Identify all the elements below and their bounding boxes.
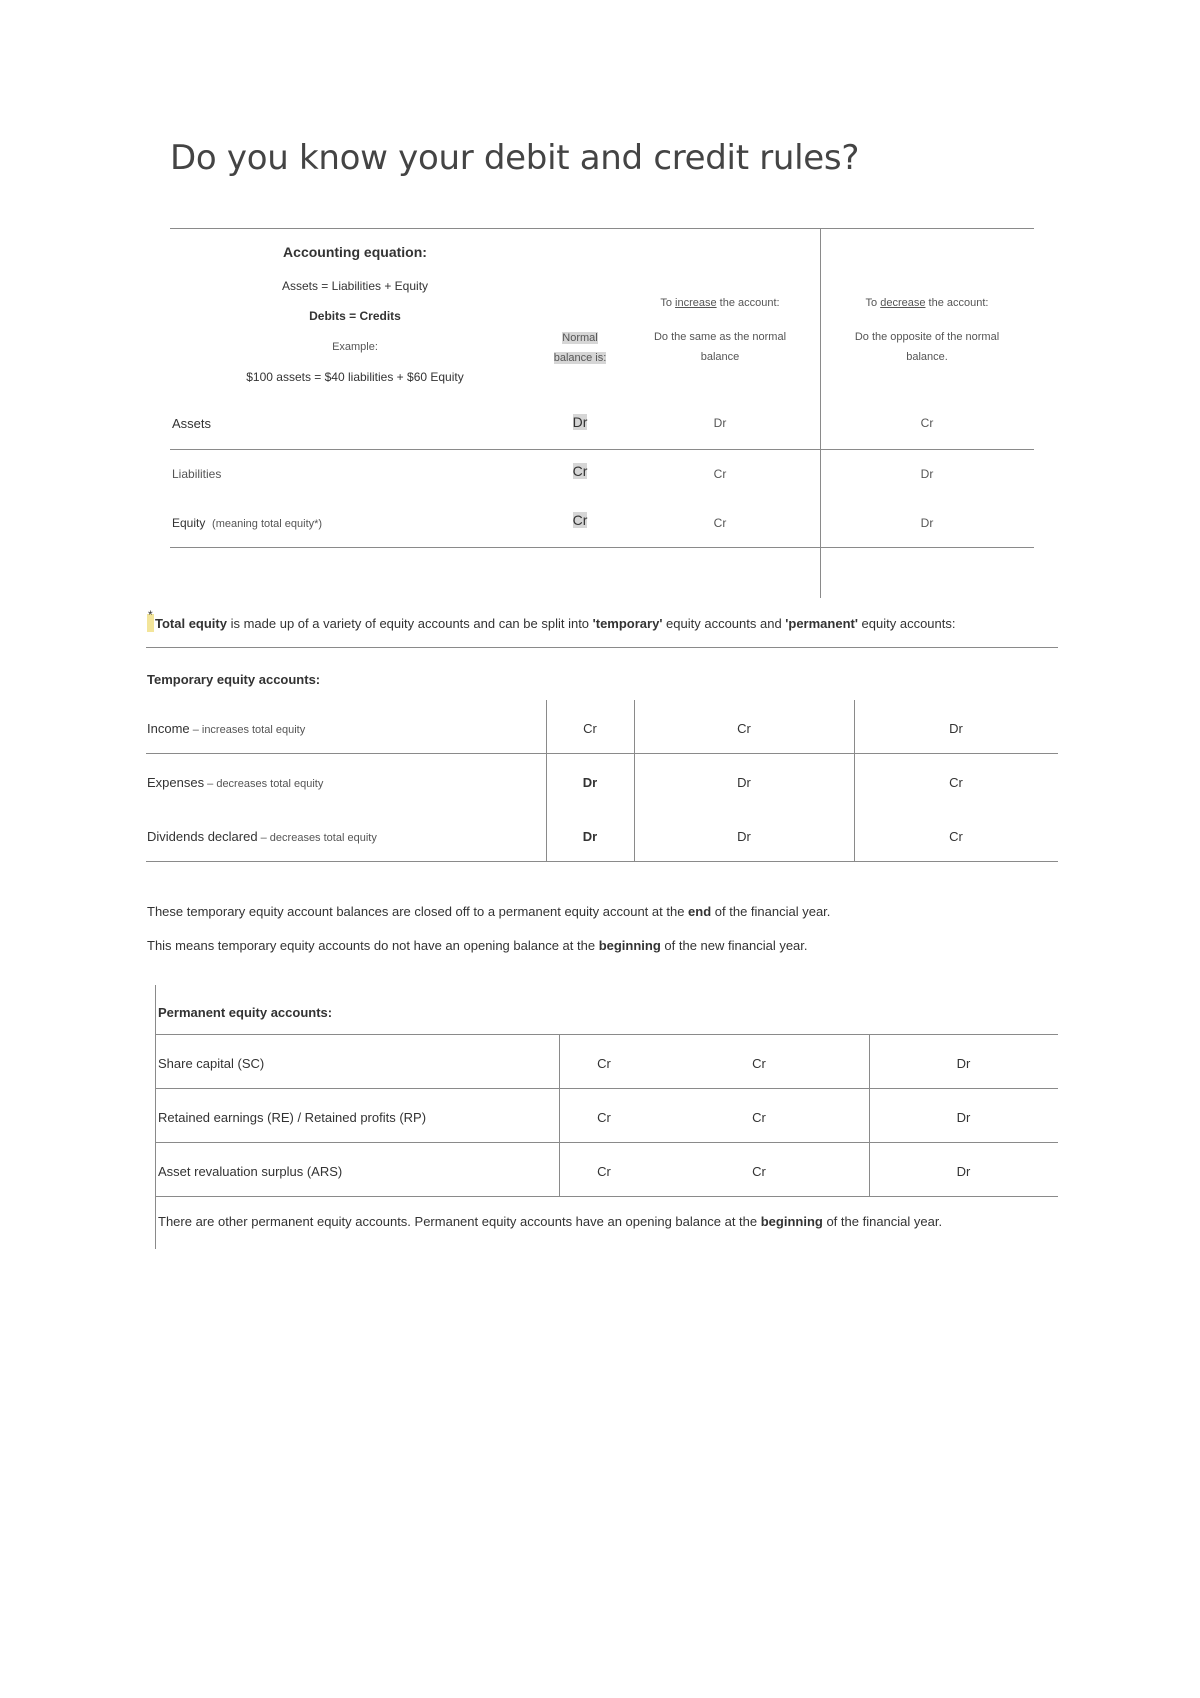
closing-note-line-1: These temporary equity account balances are closed off to a permanent equity account at the end of the financial year. <box>147 904 831 919</box>
table-bottom-rule <box>170 547 1034 548</box>
row-label: Dividends declared – decreases total equity <box>147 829 377 844</box>
row-label: Asset revaluation surplus (ARS) <box>158 1164 343 1179</box>
normal-balance-value: Dr <box>572 414 588 430</box>
normal-balance-value: Cr <box>597 1110 611 1125</box>
increase-value: Cr <box>737 721 751 736</box>
row-label: Retained earnings (RE) / Retained profits (RP) <box>158 1110 427 1125</box>
decrease-value: Cr <box>920 416 934 430</box>
row-label: Income – increases total equity <box>147 721 306 736</box>
decrease-value: Dr <box>956 1056 971 1071</box>
normal-balance-value: Cr <box>597 1164 611 1179</box>
decrease-value: Dr <box>949 721 963 736</box>
decrease-value: Dr <box>956 1164 971 1179</box>
table-top-rule <box>170 228 1034 229</box>
equation-line-2: Debits = Credits <box>309 309 401 323</box>
normal-balance-value: Cr <box>597 1056 611 1071</box>
equity-note: *Total equity is made up of a variety of equity accounts and can be split into 'temporary' equity accounts and 'permanent' equity accounts: <box>147 614 956 632</box>
row-divider <box>170 449 1034 450</box>
row-divider <box>155 1088 1058 1089</box>
normal-balance-value: Cr <box>572 512 588 528</box>
asterisk-highlight <box>147 614 154 632</box>
increase-value: Cr <box>713 467 727 481</box>
section-rule <box>146 647 1058 648</box>
increase-value: Cr <box>752 1110 766 1125</box>
row-label: Share capital (SC) <box>158 1056 265 1071</box>
equation-example: $100 assets = $40 liabilities + $60 Equity <box>246 370 464 384</box>
increase-value: Cr <box>752 1164 766 1179</box>
example-label: Example: <box>332 341 378 353</box>
row-divider <box>155 1196 1058 1197</box>
temporary-heading: Temporary equity accounts: <box>147 672 321 687</box>
normal-balance-value: Cr <box>572 463 588 479</box>
row-label: Assets <box>172 416 212 431</box>
table-bottom-rule <box>146 861 1058 862</box>
decrease-header: To decrease the account: <box>865 297 989 309</box>
left-border <box>155 985 156 1249</box>
normal-balance-header: Normal balance is: <box>553 332 607 364</box>
permanent-footer-note: There are other permanent equity accounts. Permanent equity accounts have an opening balance at the beginning of the financial year. <box>158 1214 943 1229</box>
normal-balance-value: Dr <box>582 775 598 790</box>
decrease-description: Do the opposite of the normal balance. <box>854 331 1000 363</box>
increase-value: Dr <box>737 829 751 844</box>
decrease-value: Cr <box>949 775 963 790</box>
decrease-value: Dr <box>920 467 934 481</box>
page-title: Do you know your debit and credit rules? <box>170 138 860 178</box>
equation-line-1: Assets = Liabilities + Equity <box>281 279 429 293</box>
table-divider <box>820 228 821 598</box>
permanent-heading: Permanent equity accounts: <box>158 1005 333 1020</box>
row-divider <box>146 753 1058 754</box>
row-label: Equity (meaning total equity*) <box>172 516 323 530</box>
row-label: Expenses – decreases total equity <box>147 775 324 790</box>
equation-heading: Accounting equation: <box>283 244 427 260</box>
decrease-value: Dr <box>920 516 934 530</box>
row-divider <box>155 1142 1058 1143</box>
increase-value: Dr <box>713 416 727 430</box>
increase-value: Cr <box>713 516 727 530</box>
closing-note-line-2: This means temporary equity accounts do not have an opening balance at the beginning of the new financial year. <box>147 938 808 953</box>
row-divider <box>155 1034 1058 1035</box>
increase-value: Cr <box>752 1056 766 1071</box>
increase-description: Do the same as the normal balance <box>653 331 787 363</box>
decrease-value: Dr <box>956 1110 971 1125</box>
decrease-value: Cr <box>949 829 963 844</box>
normal-balance-value: Cr <box>583 721 597 736</box>
increase-value: Dr <box>737 775 751 790</box>
increase-header: To increase the account: <box>660 297 780 309</box>
row-label: Liabilities <box>172 467 222 481</box>
normal-balance-value: Dr <box>582 829 598 844</box>
